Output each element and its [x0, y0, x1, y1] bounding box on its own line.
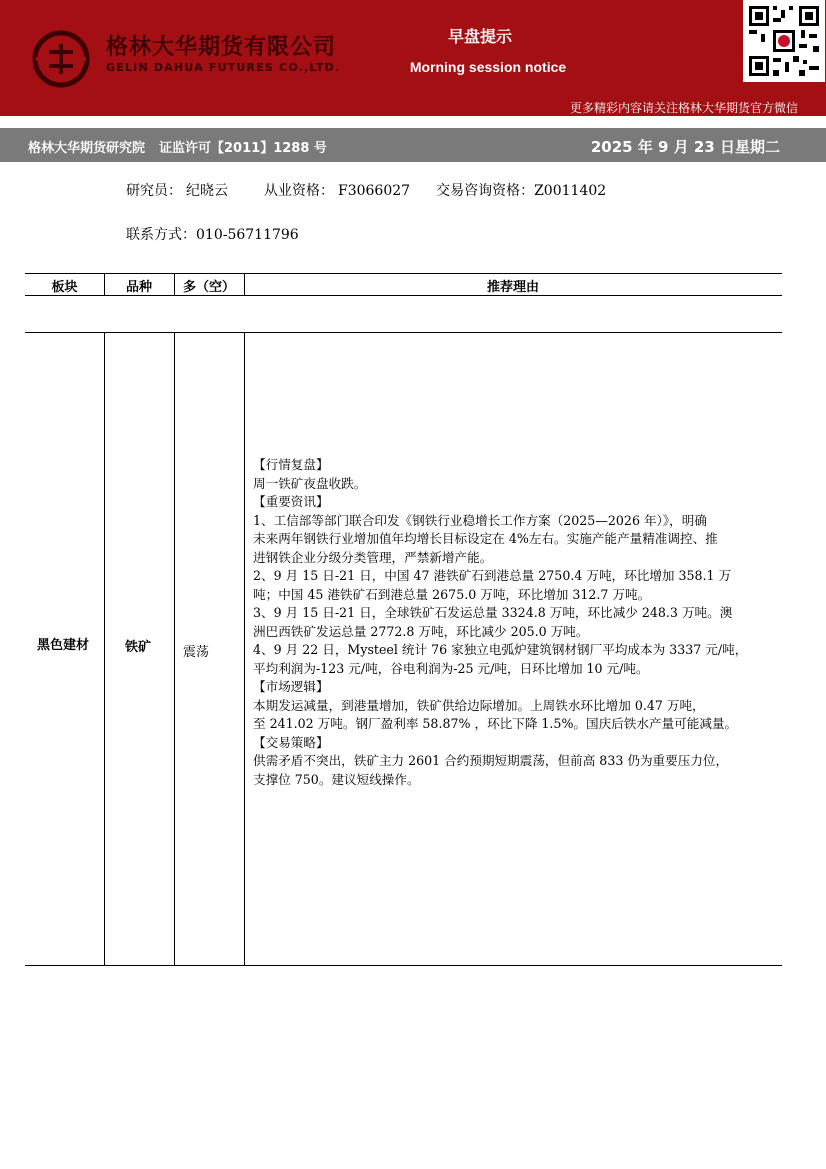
company-name-en: GELIN DAHUA FUTURES CO.,LTD. — [106, 61, 341, 74]
reason-line: 2、9 月 15 日-21 日，中国 47 港铁矿石到港总量 2750.4 万吨，环比增加 358.1 万 — [253, 568, 732, 583]
researcher-name: 纪晓云 — [186, 183, 228, 199]
contact-label: 联系方式： — [126, 227, 196, 243]
reason-line: 4、9 月 22 日，Mysteel 统计 76 家独立电弧炉建筑钢材钢厂平均成本为 3337 元/吨， — [253, 642, 748, 657]
company-name-cn: 格林大华期货有限公司 — [106, 35, 337, 60]
reason-line: 平均利润为-123 元/吨，谷电利润为-25 元/吨，日环比增加 10 元/吨。 — [253, 660, 649, 676]
qr-code-icon — [743, 0, 825, 82]
col-divider — [104, 332, 105, 965]
reason-line: 吨；中国 45 港铁矿石到港总量 2675.0 万吨，环比增加 312.7 万吨。 — [253, 586, 651, 602]
license-number: 证监许可【2011】1288 号 — [159, 141, 327, 156]
col-divider — [174, 332, 175, 965]
reason-line: 【市场逻辑】 — [253, 679, 329, 694]
report-date: 2025 年 9 月 23 日星期二 — [590, 138, 780, 156]
reason-line: 未来两年钢铁行业增加值年均增长目标设定在 4%左右。实施产能产量精准调控、推 — [253, 531, 718, 546]
table-row-top-border — [25, 332, 782, 333]
reason-line: 洲巴西铁矿发运总量 2772.8 万吨，环比减少 205.0 万吨。 — [253, 623, 589, 639]
reason-line: 进钢铁企业分级分类管理，严禁新增产能。 — [253, 549, 493, 565]
reason-line: 【行情复盘】 — [253, 457, 329, 472]
reason-line: 1、工信部等部门联合印发《钢铁行业稳增长工作方案（2025—2026 年）》，明确 — [253, 512, 707, 528]
reason-line: 周一铁矿夜盘收跌。 — [253, 475, 367, 491]
institute-name: 格林大华期货研究院 — [28, 141, 146, 156]
cell-direction: 震荡 — [183, 645, 210, 660]
table-top-border — [25, 273, 782, 274]
follow-wechat-text: 更多精彩内容请关注格林大华期货官方微信 — [569, 101, 798, 115]
notice-title-cn: 早盘提示 — [447, 27, 512, 46]
header-variety: 品种 — [125, 280, 152, 295]
reason-line: 3、9 月 15 日-21 日，全球铁矿石发运总量 3324.8 万吨，环比减少 248.3 万吨。澳 — [253, 605, 733, 620]
header-sector: 板块 — [51, 280, 78, 295]
reason-line: 至 241.02 万吨。钢厂盈利率 58.87% ，环比下降 1.5%。国庆后铁水产量可能减量。 — [253, 716, 738, 731]
institute-info — [28, 137, 341, 156]
table-bottom-border — [25, 965, 782, 966]
col-divider — [244, 332, 245, 965]
contact-number: 010-56711796 — [196, 227, 299, 243]
consult-label: 交易咨询资格： — [436, 183, 535, 199]
sub-header-bar — [0, 128, 826, 162]
researcher-info-line — [126, 180, 624, 200]
header-direction: 多（空） — [182, 280, 235, 295]
header-banner — [0, 0, 826, 116]
consult-number: Z0011402 — [534, 183, 607, 199]
qualification-number: F3066027 — [338, 183, 411, 199]
reason-line: 本期发运减量，到港量增加，铁矿供给边际增加。上周铁水环比增加 0.47 万吨， — [253, 697, 705, 713]
cell-reason — [253, 456, 777, 789]
contact-info-line — [126, 224, 317, 244]
cell-variety: 铁矿 — [125, 640, 152, 655]
qualification-label: 从业资格： — [264, 183, 334, 199]
table-header-border — [25, 295, 782, 296]
header-reason: 推荐理由 — [486, 280, 539, 295]
company-logo-icon — [32, 30, 90, 88]
reason-line: 支撑位 750。建议短线操作。 — [253, 771, 420, 787]
researcher-label: 研究员： — [126, 183, 182, 199]
notice-title-en: Morning session notice — [409, 59, 567, 75]
reason-line: 【交易策略】 — [253, 734, 329, 750]
cell-sector: 黑色建材 — [37, 638, 90, 653]
reason-line: 供需矛盾不突出，铁矿主力 2601 合约预期短期震荡，但前高 833 仍为重要压力位， — [253, 753, 729, 768]
reason-line: 【重要资讯】 — [253, 494, 329, 509]
